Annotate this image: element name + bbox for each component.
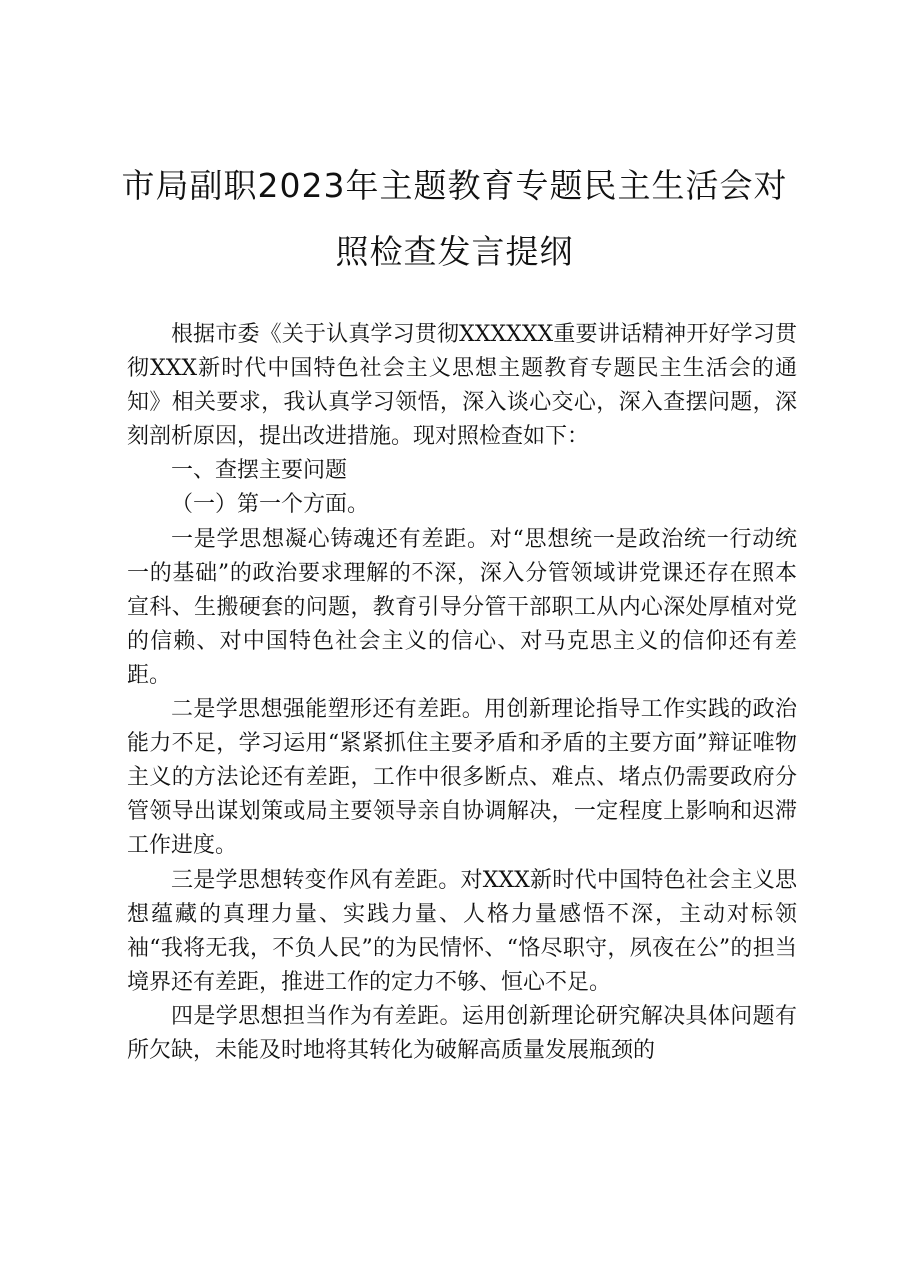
document-body — [127, 318, 797, 1068]
intro-paragraph: 根据市委《关于认真学习贯彻XXXXXX重要讲话精神开好学习贯彻XXX新时代中国特色社会主义思想主题教育专题民主生活会的通知》相关要求，我认真学习领悟，深入谈心交心，深入查摆问题，深刻剖析原因，提出改进措施。现对照检查如下： — [127, 322, 797, 450]
body-paragraph: 三是学思想转变作风有差距。对XXX新时代中国特色社会主义思想蕴藏的真理力量、实践力量、人格力量感悟不深，主动对标领袖“我将无我，不负人民”的为民情怀、“恪尽职守，夙夜在公”的担当境界还有差距，推进工作的定力不够、恒心不足。 — [127, 867, 797, 995]
body-paragraph: 一是学思想凝心铸魂还有差距。对“思想统一是政治统一行动统一的基础”的政治要求理解的不深，深入分管领域讲党课还存在照本宣科、生搬硬套的问题，教育引导分管干部职工从内心深处厚植对党的信赖、对中国特色社会主义的信心、对马克思主义的信仰还有差距。 — [127, 526, 797, 688]
section-heading: 一、查摆主要问题 — [171, 458, 348, 484]
document-title-line-2: 照检查发言提纲 — [335, 232, 574, 271]
body-paragraph: 二是学思想强能塑形还有差距。用创新理论指导工作实践的政治能力不足，学习运用“紧紧抓住主要矛盾和矛盾的主要方面”辩证唯物主义的方法论还有差距，工作中很多断点、难点、堵点仍需要政府分管领导出谋划策或局主要领导亲自协调解决，一定程度上影响和迟滞工作进度。 — [127, 697, 797, 859]
body-paragraph: 四是学思想担当作为有差距。运用创新理论研究解决具体问题有所欠缺，未能及时地将其转化为破解高质量发展瓶颈的 — [127, 1003, 797, 1063]
subsection-heading: （一）第一个方面。 — [171, 492, 370, 518]
document-title-line-1: 市局副职2023年主题教育专题民主生活会对 — [121, 166, 788, 205]
